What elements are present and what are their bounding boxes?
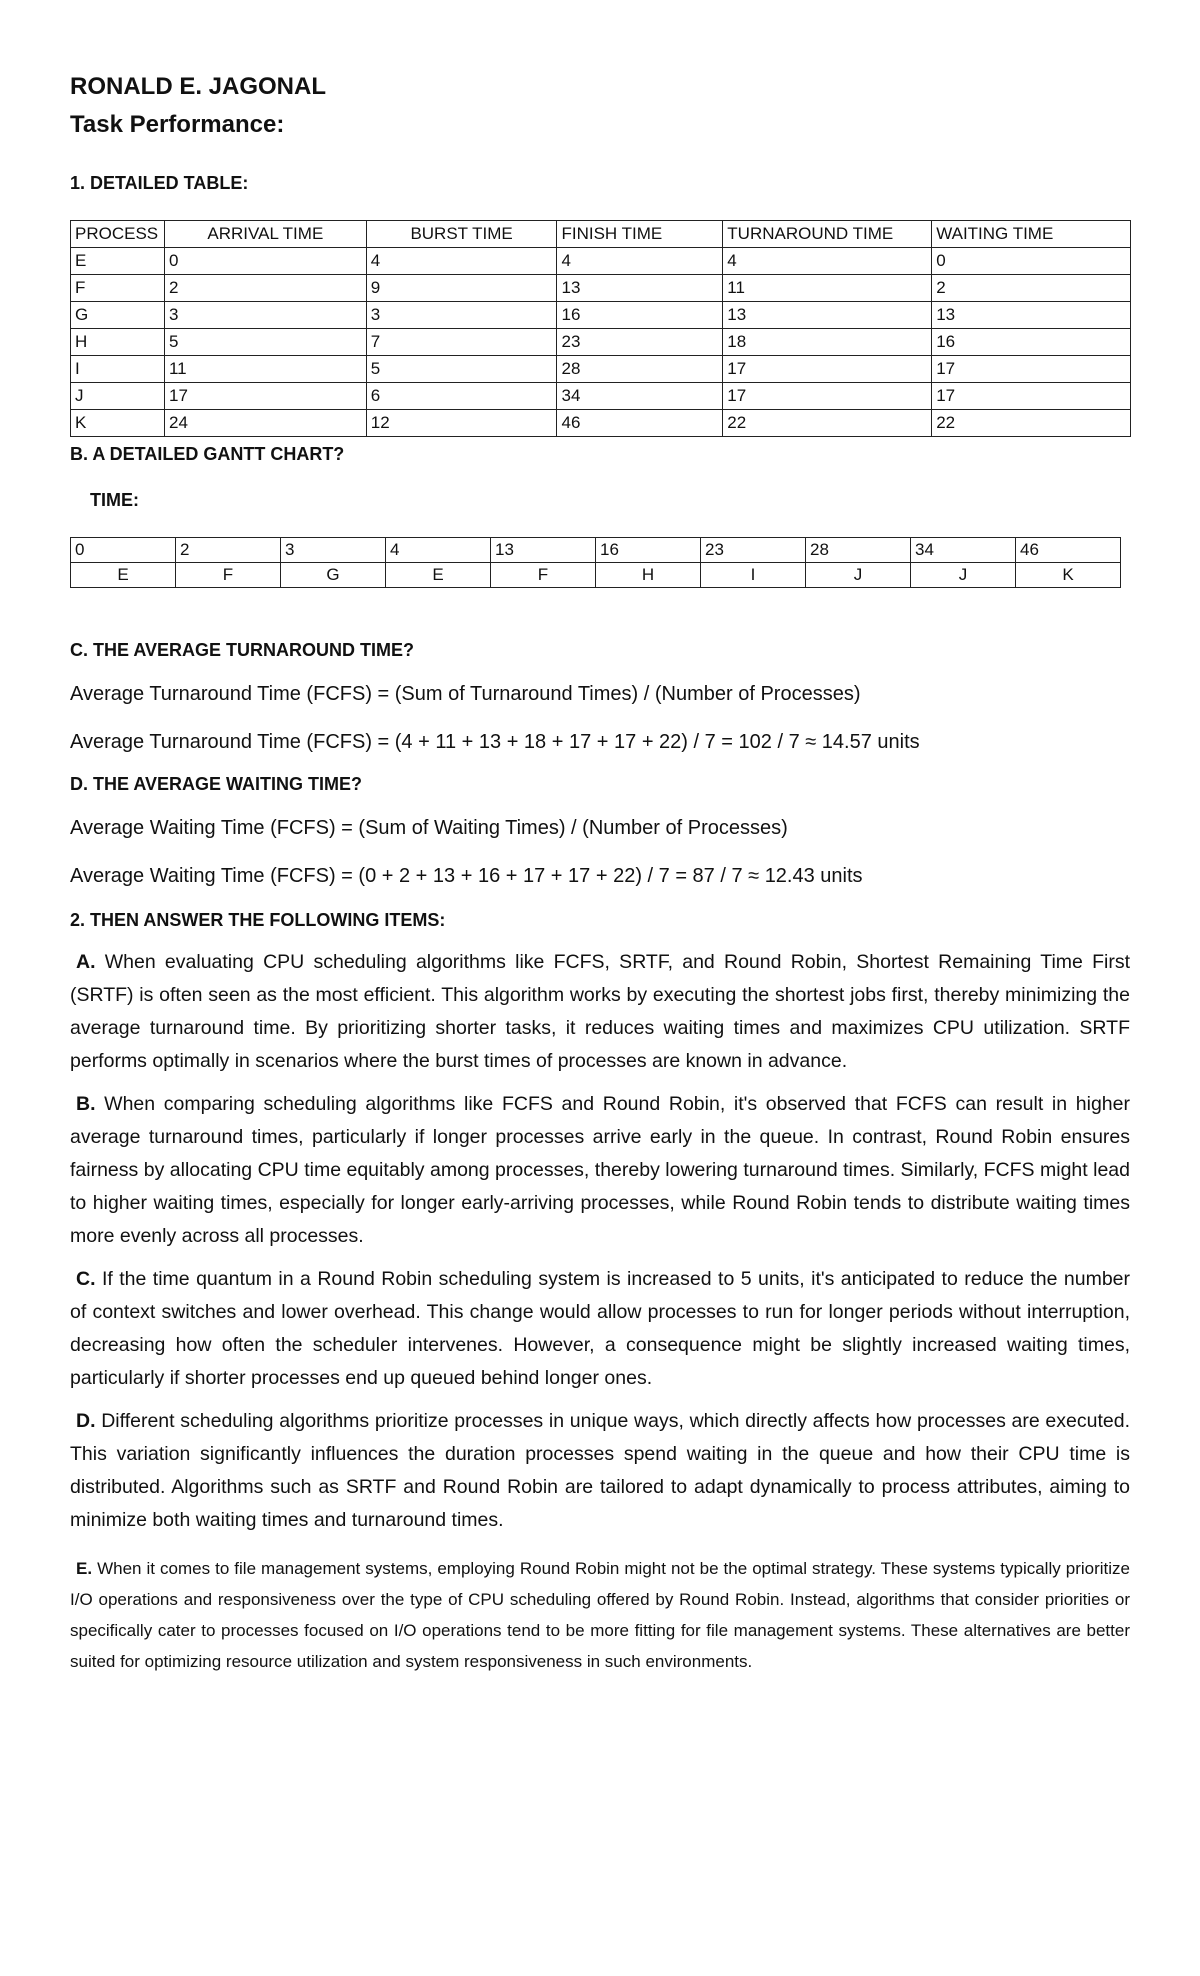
answer-paragraph bbox=[70, 1553, 1130, 1677]
table-cell: 13 bbox=[723, 302, 932, 329]
table-cell: G bbox=[71, 302, 165, 329]
answer-label: A. bbox=[76, 951, 96, 973]
document-page bbox=[70, 70, 1130, 1677]
table-cell: 17 bbox=[932, 356, 1131, 383]
document-subtitle: Task Performance: bbox=[70, 111, 285, 138]
gantt-process-cell: F bbox=[491, 563, 596, 588]
table-cell: 0 bbox=[164, 248, 366, 275]
gantt-process-cell: J bbox=[911, 563, 1016, 588]
table-cell: 3 bbox=[164, 302, 366, 329]
table-header-cell: ARRIVAL TIME bbox=[164, 221, 366, 248]
table-header-cell: PROCESS bbox=[71, 221, 165, 248]
gantt-time-cell: 4 bbox=[386, 538, 491, 563]
table-row bbox=[71, 356, 1131, 383]
table-cell: 7 bbox=[366, 329, 557, 356]
table-row bbox=[71, 302, 1131, 329]
table-cell: 17 bbox=[723, 383, 932, 410]
table-cell: 34 bbox=[557, 383, 723, 410]
table-cell: 3 bbox=[366, 302, 557, 329]
table-cell: 11 bbox=[164, 356, 366, 383]
table-header-cell: WAITING TIME bbox=[932, 221, 1131, 248]
section-2-title: 2. THEN ANSWER THE FOLLOWING ITEMS: bbox=[70, 910, 446, 930]
table-cell: 13 bbox=[932, 302, 1131, 329]
gantt-time-cell: 16 bbox=[596, 538, 701, 563]
turnaround-calculation: Average Turnaround Time (FCFS) = (4 + 11 + 13 + 18 + 17 + 17 + 22) / 7 = 102 / 7 ≈ 14.57 units bbox=[70, 731, 920, 753]
table-cell: 16 bbox=[932, 329, 1131, 356]
gantt-time-cell: 23 bbox=[701, 538, 806, 563]
answer-text: If the time quantum in a Round Robin scheduling system is increased to 5 units, it's anticipated to reduce the number of context switches and lower overhead. This change would allow processes to run for longer periods without interruption, decreasing how often the scheduler intervenes. However, a consequence might be slightly increased waiting times, particularly if shorter processes end up queued behind longer ones. bbox=[70, 1268, 1130, 1389]
gantt-process-cell: J bbox=[806, 563, 911, 588]
waiting-formula: Average Waiting Time (FCFS) = (Sum of Waiting Times) / (Number of Processes) bbox=[70, 817, 788, 839]
gantt-process-cell: E bbox=[71, 563, 176, 588]
table-cell: K bbox=[71, 410, 165, 437]
table-row bbox=[71, 275, 1131, 302]
table-cell: 17 bbox=[723, 356, 932, 383]
table-row bbox=[71, 329, 1131, 356]
section-d-title: D. THE AVERAGE WAITING TIME? bbox=[70, 774, 362, 794]
table-cell: F bbox=[71, 275, 165, 302]
gantt-time-cell: 0 bbox=[71, 538, 176, 563]
gantt-time-cell: 46 bbox=[1016, 538, 1121, 563]
table-cell: 46 bbox=[557, 410, 723, 437]
time-label: TIME: bbox=[90, 490, 139, 510]
gantt-process-row bbox=[71, 563, 1121, 588]
table-cell: 12 bbox=[366, 410, 557, 437]
answer-label: D. bbox=[76, 1410, 96, 1432]
table-cell: 0 bbox=[932, 248, 1131, 275]
table-row bbox=[71, 383, 1131, 410]
gantt-time-cell: 2 bbox=[176, 538, 281, 563]
table-cell: 24 bbox=[164, 410, 366, 437]
table-cell: 4 bbox=[723, 248, 932, 275]
table-cell: 11 bbox=[723, 275, 932, 302]
gantt-time-cell: 34 bbox=[911, 538, 1016, 563]
table-header-cell: BURST TIME bbox=[366, 221, 557, 248]
answers-list bbox=[70, 946, 1130, 1677]
table-row bbox=[71, 248, 1131, 275]
section-1-title: 1. DETAILED TABLE: bbox=[70, 173, 249, 193]
table-cell: 18 bbox=[723, 329, 932, 356]
table-cell: 6 bbox=[366, 383, 557, 410]
table-cell: 23 bbox=[557, 329, 723, 356]
table-cell: 9 bbox=[366, 275, 557, 302]
table-cell: 17 bbox=[932, 383, 1131, 410]
table-cell: 4 bbox=[557, 248, 723, 275]
waiting-calculation: Average Waiting Time (FCFS) = (0 + 2 + 13 + 16 + 17 + 17 + 22) / 7 = 87 / 7 ≈ 12.43 units bbox=[70, 865, 863, 887]
answer-paragraph bbox=[70, 946, 1130, 1078]
gantt-time-cell: 13 bbox=[491, 538, 596, 563]
answer-label: C. bbox=[76, 1268, 96, 1290]
gantt-process-cell: K bbox=[1016, 563, 1121, 588]
gantt-process-cell: H bbox=[596, 563, 701, 588]
table-cell: 5 bbox=[164, 329, 366, 356]
table-cell: E bbox=[71, 248, 165, 275]
table-cell: J bbox=[71, 383, 165, 410]
gantt-process-cell: I bbox=[701, 563, 806, 588]
table-header-cell: TURNAROUND TIME bbox=[723, 221, 932, 248]
answer-text: When it comes to file management systems, employing Round Robin might not be the optimal strategy. These systems typically prioritize I/O operations and responsiveness over the type of CPU scheduling offered by Round Robin. Instead, algorithms that consider priorities or specifically cater to processes focused on I/O operations tend to be more fitting for file management systems. These alternatives are better suited for optimizing resource utilization and system responsiveness in such environments. bbox=[70, 1559, 1130, 1671]
table-cell: 17 bbox=[164, 383, 366, 410]
table-row bbox=[71, 410, 1131, 437]
table-cell: 5 bbox=[366, 356, 557, 383]
table-cell: 28 bbox=[557, 356, 723, 383]
table-cell: 13 bbox=[557, 275, 723, 302]
table-cell: 16 bbox=[557, 302, 723, 329]
answer-paragraph bbox=[70, 1088, 1130, 1253]
gantt-time-cell: 28 bbox=[806, 538, 911, 563]
table-header-cell: FINISH TIME bbox=[557, 221, 723, 248]
gantt-chart bbox=[70, 537, 1121, 588]
table-cell: 2 bbox=[164, 275, 366, 302]
answer-label: B. bbox=[76, 1093, 96, 1115]
gantt-process-cell: G bbox=[281, 563, 386, 588]
section-b-title: B. A DETAILED GANTT CHART? bbox=[70, 444, 345, 464]
turnaround-formula: Average Turnaround Time (FCFS) = (Sum of Turnaround Times) / (Number of Processes) bbox=[70, 683, 861, 705]
answer-text: When comparing scheduling algorithms like FCFS and Round Robin, it's observed that FCFS can result in higher average turnaround times, particularly if longer processes arrive early in the queue. In contrast, Round Robin ensures fairness by allocating CPU time equitably among processes, thereby lowering turnaround times. Similarly, FCFS might lead to higher waiting times, especially for longer early-arriving processes, while Round Robin tends to distribute waiting times more evenly across all processes. bbox=[70, 1093, 1130, 1247]
gantt-process-cell: F bbox=[176, 563, 281, 588]
table-cell: 22 bbox=[932, 410, 1131, 437]
process-detail-table bbox=[70, 220, 1131, 437]
table-cell: 4 bbox=[366, 248, 557, 275]
author-name: RONALD E. JAGONAL bbox=[70, 73, 327, 100]
answer-text: When evaluating CPU scheduling algorithms like FCFS, SRTF, and Round Robin, Shortest Remaining Time First (SRTF) is often seen as the most efficient. This algorithm works by executing the shortest jobs first, thereby minimizing the average turnaround time. By prioritizing shorter tasks, it reduces waiting times and maximizes CPU utilization. SRTF performs optimally in scenarios where the burst times of processes are known in advance. bbox=[70, 951, 1131, 1072]
gantt-time-cell: 3 bbox=[281, 538, 386, 563]
answer-paragraph bbox=[70, 1405, 1130, 1537]
gantt-process-cell: E bbox=[386, 563, 491, 588]
table-cell: 2 bbox=[932, 275, 1131, 302]
table-cell: H bbox=[71, 329, 165, 356]
gantt-time-row bbox=[71, 538, 1121, 563]
answer-paragraph bbox=[70, 1263, 1130, 1395]
table-cell: I bbox=[71, 356, 165, 383]
answer-text: Different scheduling algorithms prioritize processes in unique ways, which directly affects how processes are executed. This variation significantly influences the duration processes spend waiting in the queue and how their CPU time is distributed. Algorithms such as SRTF and Round Robin are tailored to adapt dynamically to process attributes, aiming to minimize both waiting times and turnaround times. bbox=[70, 1410, 1130, 1531]
answer-label: E. bbox=[76, 1559, 93, 1578]
table-cell: 22 bbox=[723, 410, 932, 437]
table-header-row bbox=[71, 221, 1131, 248]
section-c-title: C. THE AVERAGE TURNAROUND TIME? bbox=[70, 640, 414, 660]
